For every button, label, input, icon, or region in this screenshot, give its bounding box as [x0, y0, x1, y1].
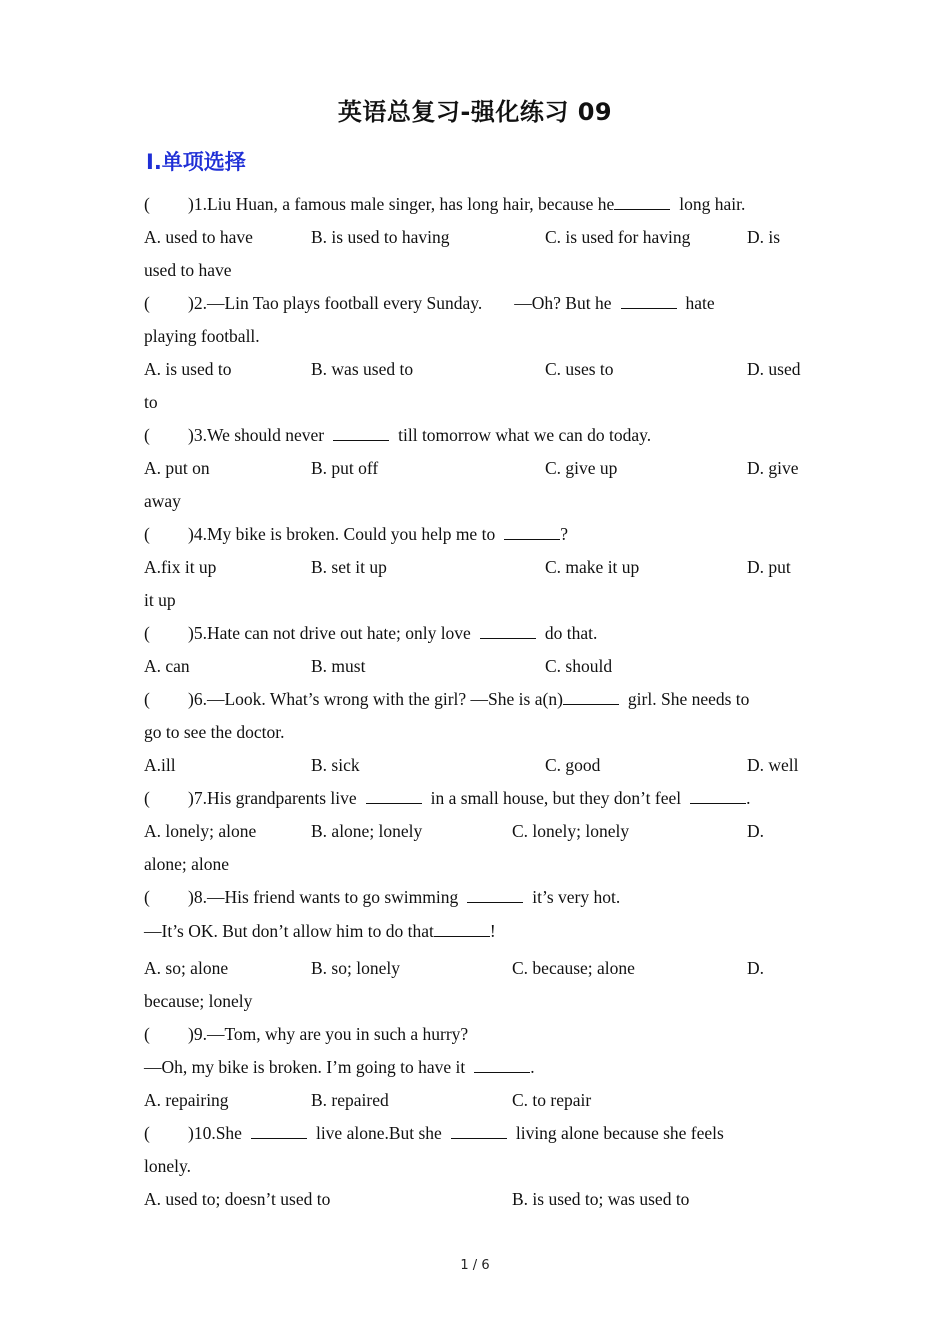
option-d-continued: it up — [144, 590, 176, 610]
option-d-continued: away — [144, 491, 181, 511]
answer-paren: ( — [144, 788, 150, 808]
option-c: C. because; alone — [512, 958, 635, 978]
stem-text: )9.—Tom, why are you in such a hurry? — [188, 1024, 469, 1044]
answer-blank — [467, 888, 523, 903]
option-b: B. so; lonely — [311, 958, 400, 978]
option-a: A. used to; doesn’t used to — [144, 1189, 331, 1209]
stem-text: )2.—Lin Tao plays football every Sunday. — [188, 293, 483, 313]
question-9-line-2 — [144, 1056, 535, 1078]
stem-text: girl. She needs to — [627, 689, 750, 709]
answer-paren: ( — [144, 293, 150, 313]
option-b: B. set it up — [311, 557, 387, 577]
section-heading: Ⅰ.单项选择 — [146, 150, 246, 174]
option-d-continued: alone; alone — [144, 854, 230, 874]
question-6-stem — [144, 688, 749, 710]
answer-blank — [690, 789, 746, 804]
option-b: B. must — [311, 656, 366, 676]
stem-text: . — [746, 788, 751, 808]
option-d: D. used — [747, 359, 801, 379]
option-b: B. put off — [311, 458, 379, 478]
stem-text: living alone because she feels — [515, 1123, 724, 1143]
answer-blank — [333, 426, 389, 441]
option-d: D. — [747, 821, 765, 841]
stem-text: )8.—His friend wants to go swimming — [188, 887, 459, 907]
question-2-stem — [144, 292, 715, 314]
answer-blank — [474, 1058, 530, 1073]
option-a: A. put on — [144, 458, 210, 478]
answer-paren: ( — [144, 1123, 150, 1143]
stem-text: —Oh, my bike is broken. I’m going to have it — [144, 1057, 466, 1077]
option-b: B. is used to having — [311, 227, 450, 247]
option-c: C. lonely; lonely — [512, 821, 630, 841]
stem-text: it’s very hot. — [532, 887, 621, 907]
answer-paren: ( — [144, 425, 150, 445]
question-10-continued: lonely. — [144, 1156, 191, 1176]
stem-text: . — [530, 1057, 535, 1077]
page-number: 1 / 6 — [460, 1258, 490, 1273]
answer-blank — [480, 624, 536, 639]
question-8-stem — [144, 886, 620, 908]
page-title: 英语总复习-强化练习 09 — [337, 98, 613, 126]
option-b: B. repaired — [311, 1090, 389, 1110]
answer-blank — [451, 1124, 507, 1139]
stem-text: )7.His grandparents live — [188, 788, 357, 808]
option-a: A.fix it up — [144, 557, 217, 577]
option-a: A.ill — [144, 755, 176, 775]
option-b: B. is used to; was used to — [512, 1189, 690, 1209]
option-a: A. can — [144, 656, 190, 676]
option-d: D. give — [747, 458, 799, 478]
option-d-continued: to — [144, 392, 158, 412]
question-4-stem — [144, 523, 568, 545]
option-a: A. lonely; alone — [144, 821, 257, 841]
stem-text: —It’s OK. But don’t allow him to do that — [144, 921, 434, 941]
answer-blank — [504, 525, 560, 540]
answer-blank — [563, 690, 619, 705]
option-d: D. put — [747, 557, 791, 577]
answer-blank — [614, 195, 670, 210]
question-2-continued: playing football. — [144, 326, 260, 346]
stem-text: live alone.But she — [315, 1123, 442, 1143]
option-a: A. is used to — [144, 359, 232, 379]
question-1-stem — [144, 193, 745, 215]
option-a: A. repairing — [144, 1090, 229, 1110]
stem-text: )4.My bike is broken. Could you help me to — [188, 524, 496, 544]
stem-text: )6.—Look. What’s wrong with the girl? —She is a(n) — [188, 689, 563, 709]
stem-text: ? — [560, 524, 568, 544]
option-d: D. — [747, 958, 765, 978]
option-c: C. make it up — [545, 557, 640, 577]
question-8-line-2 — [144, 920, 496, 942]
option-c: C. good — [545, 755, 601, 775]
answer-blank — [251, 1124, 307, 1139]
question-10-stem — [144, 1122, 724, 1144]
stem-text: ! — [489, 921, 496, 941]
option-b: B. was used to — [311, 359, 414, 379]
answer-blank — [366, 789, 422, 804]
option-d: D. is — [747, 227, 781, 247]
option-d: D. well — [747, 755, 799, 775]
option-b: B. sick — [311, 755, 360, 775]
answer-blank — [621, 294, 677, 309]
answer-blank — [434, 922, 490, 937]
stem-text: long hair. — [679, 194, 746, 214]
question-5-stem — [144, 622, 597, 644]
stem-text: in a small house, but they don’t feel — [430, 788, 682, 808]
option-d-continued: because; lonely — [144, 991, 253, 1011]
option-c: C. is used for having — [545, 227, 691, 247]
answer-paren: ( — [144, 1024, 150, 1044]
question-3-stem — [144, 424, 651, 446]
question-6-continued: go to see the doctor. — [144, 722, 285, 742]
option-d-continued: used to have — [144, 260, 232, 280]
question-7-stem — [144, 787, 750, 809]
question-9-stem — [144, 1023, 468, 1045]
answer-paren: ( — [144, 524, 150, 544]
option-c: C. to repair — [512, 1090, 592, 1110]
option-a: A. used to have — [144, 227, 253, 247]
answer-paren: ( — [144, 689, 150, 709]
answer-paren: ( — [144, 194, 150, 214]
option-c: C. should — [545, 656, 613, 676]
option-c: C. give up — [545, 458, 618, 478]
option-b: B. alone; lonely — [311, 821, 423, 841]
answer-paren: ( — [144, 887, 150, 907]
stem-text: hate — [685, 293, 715, 313]
stem-text: )10.She — [188, 1123, 242, 1143]
option-a: A. so; alone — [144, 958, 229, 978]
stem-text: )3.We should never — [188, 425, 325, 445]
stem-text: )5.Hate can not drive out hate; only love — [188, 623, 471, 643]
stem-text: —Oh? But he — [514, 293, 612, 313]
stem-text: do that. — [544, 623, 598, 643]
stem-text: till tomorrow what we can do today. — [398, 425, 652, 445]
option-c: C. uses to — [545, 359, 614, 379]
answer-paren: ( — [144, 623, 150, 643]
stem-text: )1.Liu Huan, a famous male singer, has long hair, because he — [188, 194, 615, 214]
